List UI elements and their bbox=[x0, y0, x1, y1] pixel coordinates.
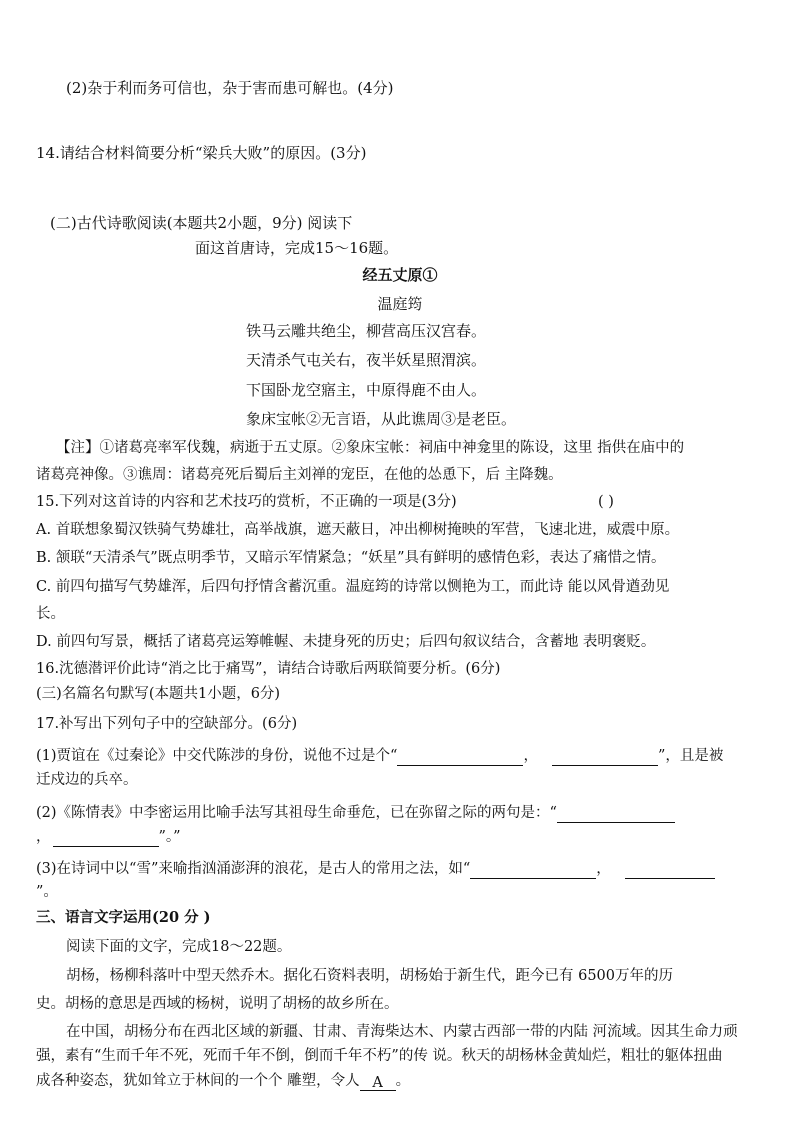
q17-item1-line1 bbox=[36, 746, 723, 766]
q17-item2-end: ”。” bbox=[158, 829, 181, 845]
poem-line-4: 象床宝帐②无言语，从此谯周③是老臣。 bbox=[246, 410, 517, 428]
q17-item1-end: ”，且是被 bbox=[657, 748, 724, 764]
passage-p2-line2: 强，素有“生而千年不死，死而千年不倒，倒而千年不朽”的传 说。秋天的胡杨林金黄灿烂，粗壮的躯体扭曲 bbox=[36, 1048, 723, 1064]
q17-item1-line2: 迁戍边的兵卒。 bbox=[36, 772, 138, 788]
question-17-stem: 17.补写出下列句子中的空缺部分。(6分) bbox=[36, 716, 298, 732]
poem-note-line2: 诸葛亮神像。③谯周：诸葛亮死后蜀后主刘禅的宠臣，在他的怂恿下，后 主降魏。 bbox=[36, 467, 563, 483]
q17-item1-prefix: (1)贾谊在《过秦论》中交代陈涉的身份，说他不过是个“ bbox=[36, 748, 398, 764]
q17-item3-sep: ， bbox=[596, 861, 611, 877]
section2-heading-line2: 面这首唐诗，完成15～16题。 bbox=[195, 239, 399, 257]
poem-line-3: 下国卧龙空寤主，中原得鹿不由人。 bbox=[246, 381, 487, 399]
answer-blank-6[interactable] bbox=[625, 861, 715, 879]
passage-p2-line3-text: 成各种姿态，犹如耸立于林间的一个个 雕塑，令人 bbox=[36, 1073, 360, 1089]
blank-a[interactable]: A bbox=[360, 1073, 396, 1091]
part3-heading: 三、语言文字运用(20 分 ) bbox=[36, 909, 211, 926]
part3-intro: 阅读下面的文字，完成18～22题。 bbox=[66, 939, 292, 955]
passage-p2-line3 bbox=[36, 1071, 410, 1091]
passage-p2-line1: 在中国，胡杨分布在西北区域的新疆、甘肃、青海柴达木、内蒙古西部一带的内陆 河流域。因其生命力顽 bbox=[66, 1024, 738, 1040]
q17-item2-prefix: (2)《陈情表》中李密运用比喻手法写其祖母生命垂危，已在弥留之际的两句是：“ bbox=[36, 805, 557, 821]
answer-blank-1[interactable] bbox=[397, 748, 523, 766]
q17-item2-line1 bbox=[36, 803, 675, 823]
option-a: A. 首联想象蜀汉铁骑气势雄壮，高举战旗，遮天蔽日，冲出柳树掩映的军营，飞速北进，威震中原。 bbox=[36, 522, 680, 538]
passage-p1-line1: 胡杨，杨柳科落叶中型天然乔木。据化石资料表明，胡杨始于新生代，距今已有 6500万年的历 bbox=[66, 968, 674, 984]
q17-item2-sep: ， bbox=[36, 829, 51, 845]
section2-heading-line1: (二)古代诗歌阅读(本题共2小题，9分) 阅读下 bbox=[50, 214, 353, 232]
q13-part2: (2)杂于利而务可信也，杂于害而患可解也。(4分) bbox=[66, 79, 394, 97]
question-14: 14.请结合材料简要分析“梁兵大败”的原因。(3分) bbox=[36, 144, 367, 162]
q17-item3-line1 bbox=[36, 859, 715, 879]
q17-item3-line2: ”。 bbox=[36, 884, 58, 900]
option-c-line2: 长。 bbox=[36, 606, 65, 622]
q17-item1-sep: ， bbox=[523, 748, 538, 764]
answer-blank-3[interactable] bbox=[557, 805, 675, 823]
poem-line-2: 天清杀气屯关右，夜半妖星照渭滨。 bbox=[246, 351, 487, 369]
passage-p2-line3-end: 。 bbox=[395, 1073, 411, 1089]
answer-blank-2[interactable] bbox=[552, 748, 658, 766]
q17-item2-line2 bbox=[36, 827, 181, 847]
answer-blank-5[interactable] bbox=[470, 861, 596, 879]
poem-author: 温庭筠 bbox=[377, 295, 423, 313]
poem-note-line1: 【注】①诸葛亮率军伐魏，病逝于五丈原。②象床宝帐：祠庙中神龛里的陈设，这里 指供在庙中的 bbox=[56, 440, 685, 456]
section3-heading: (三)名篇名句默写(本题共1小题，6分) bbox=[36, 686, 281, 702]
poem-line-1: 铁马云雕共绝尘，柳营高压汉宫春。 bbox=[246, 322, 487, 340]
answer-blank-4[interactable] bbox=[53, 829, 159, 847]
question-15-stem: 15.下列对这首诗的内容和艺术技巧的赏析，不正确的一项是(3分) bbox=[36, 494, 457, 510]
option-d: D. 前四句写景，概括了诸葛亮运筹帷幄、未捷身死的历史；后四句叙议结合，含蓄地 表明褒贬。 bbox=[36, 634, 656, 650]
passage-p1-line2: 史。胡杨的意思是西域的杨树，说明了胡杨的故乡所在。 bbox=[36, 996, 399, 1012]
question-16: 16.沈德潜评价此诗“消之比于痛骂”，请结合诗歌后两联简要分析。(6分) bbox=[36, 661, 501, 677]
answer-paren: ( ) bbox=[598, 494, 614, 510]
option-b: B. 颔联“天清杀气”既点明季节，又暗示军情紧急；“妖星”具有鲜明的感情色彩，表达了痛惜之情。 bbox=[36, 550, 666, 566]
poem-title: 经五丈原① bbox=[362, 266, 438, 284]
q17-item3-prefix: (3)在诗词中以“雪”来喻指汹涌澎湃的浪花，是古人的常用之法，如“ bbox=[36, 861, 471, 877]
option-c-line1: C. 前四句描写气势雄浑，后四句抒情含蓄沉重。温庭筠的诗常以恻艳为工，而此诗 能以风骨遒劲见 bbox=[36, 579, 670, 595]
